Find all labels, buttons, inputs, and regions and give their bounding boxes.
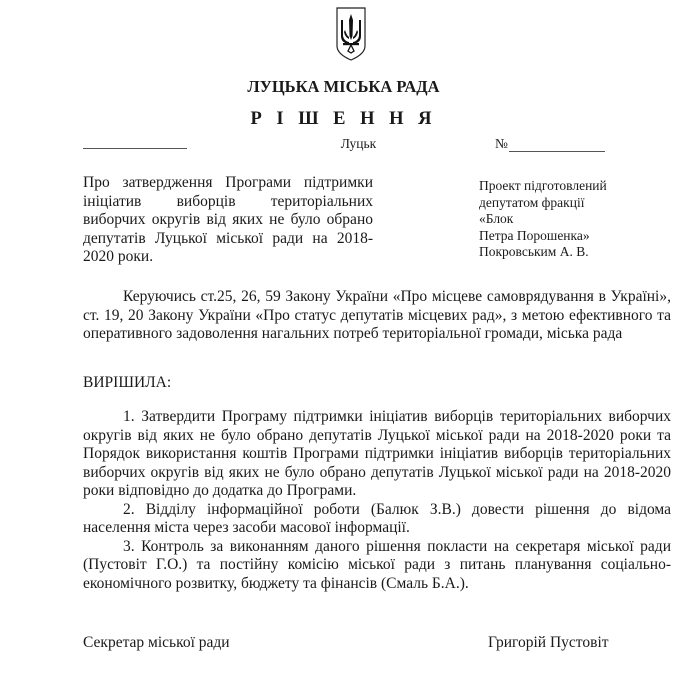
document-number: [495, 136, 605, 152]
resolution-item: 3. Контроль за виконанням даного рішення покласти на секретаря міської ради (Пустовіт Г.О.) та постійну комісію міської ради з питань планування соціально-економічного розвитку, бюджету та фінансів (Смаль Б.А.).: [83, 537, 671, 592]
number-label: №: [495, 136, 508, 151]
city-name: Луцьк: [340, 136, 377, 151]
resolution-items: [83, 408, 671, 593]
decision-subject: Про затвердження Програми підтримки ініціатив виборців територіальних виборчих округів від яких не було обрано депутатів Луцької міської ради на 2018-2020 роки.: [83, 174, 373, 265]
number-blank-line: [509, 139, 605, 152]
signatory-title: Секретар міської ради: [83, 634, 230, 651]
resolved-heading: ВИРІШИЛА:: [83, 374, 172, 391]
signatory-name: Григорій Пустовіт: [488, 634, 609, 651]
coat-of-arms-icon: [335, 6, 367, 62]
prepared-line: Проект підготовлений: [479, 178, 607, 193]
document-title: Р І Ш Е Н Н Я: [250, 109, 437, 129]
prepared-line: депутатом фракції: [479, 194, 585, 210]
resolution-item: 1. Затвердити Програму підтримки ініціатив виборців територіальних виборчих округів від яких не було обрано депутатів Луцької міської ради на 2018-2020 роки та Порядок використання коштів Програми підтримки ініціатив виборців територіальних виборчих округів від яких не було обрано депутатів Луцької міської ради на 2018-2020 роки відповідно до додатка до Програми.: [83, 408, 671, 499]
prepared-by-note: [479, 178, 669, 261]
prepared-line: Петра Порошенка»: [479, 227, 590, 243]
council-name: ЛУЦЬКА МІСЬКА РАДА: [247, 77, 440, 96]
prepared-line: «Блок: [479, 211, 514, 226]
resolution-item: 2. Відділу інформаційної роботи (Балюк З.В.) довести рішення до відома населення міста через засоби масової інформації.: [83, 500, 671, 536]
preamble-paragraph: Керуючись ст.25, 26, 59 Закону України «Про місцеве самоврядування в Україні», ст. 19, 20 Закону України «Про статус депутатів місцевих рад», з метою ефективного та оперативного задоволення нагальних потреб територіальної громади, міська рада: [83, 288, 671, 342]
prepared-line: Покровським А. В.: [479, 244, 589, 259]
